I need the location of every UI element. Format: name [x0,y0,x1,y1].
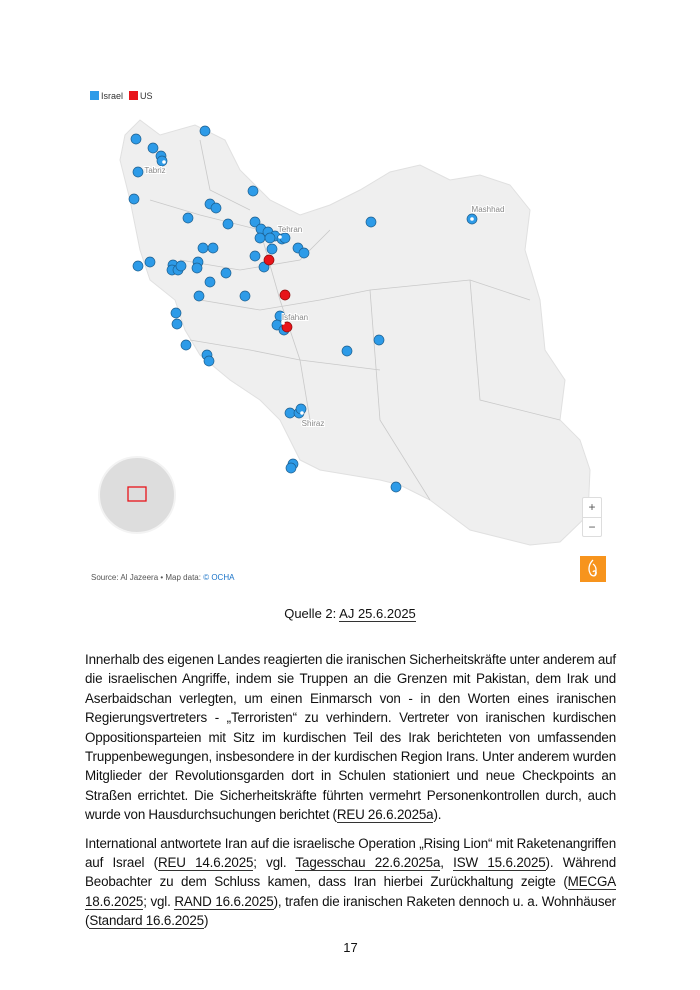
city-label: Shiraz [301,419,325,428]
israel-strike-marker [221,268,231,278]
israel-strike-marker [172,319,182,329]
israel-strike-marker [265,233,275,243]
globe-inset [99,457,175,533]
paragraph-2: International antwortete Iran auf die israelische Operation „Rising Lion“ mit Raketenangriffen auf Israel (REU 14.6.2025; vgl. Tagesschau 22.6.2025a, ISW 15.6.2025). Während Beobachter zu dem Schluss kamen, dass Iran hierbei Zurückhaltung zeigte (MECGA 18.6.2025; vgl. RAND 16.6.2025), trafen die iranischen Raketen dennoch u. a. Wohnhäuser (Standard 16.6.2025) [85,835,617,929]
ref-link[interactable]: REU 26.6.2025a [336,807,434,823]
israel-strike-marker [248,186,258,196]
map-zoom-control [582,497,602,537]
israel-strike-marker [211,203,221,213]
israel-strike-marker [145,257,155,267]
israel-strike-marker [366,217,376,227]
israel-strike-marker [285,408,295,418]
body-text [85,650,616,931]
ref-link[interactable]: Tagesschau 22.6.2025a [295,855,441,871]
israel-strike-marker [131,134,141,144]
ref-link[interactable]: Standard 16.6.2025 [89,913,204,929]
israel-strike-marker [183,213,193,223]
israel-strike-marker [342,346,352,356]
figure-caption: Quelle 2: AJ 25.6.2025 [284,606,416,621]
city-dot [470,217,474,221]
israel-strike-marker [255,233,265,243]
israel-strike-marker [198,243,208,253]
israel-strike-marker [176,261,186,271]
al-jazeera-logo[interactable] [580,556,606,582]
israel-strike-marker [133,261,143,271]
us-strike-marker [264,255,274,265]
israel-strike-marker [240,291,250,301]
ref-link[interactable]: RAND 16.6.2025 [174,893,274,909]
israel-strike-marker [133,167,143,177]
israel-strike-marker [280,233,290,243]
us-strike-marker [280,290,290,300]
israel-strike-marker [286,463,296,473]
israel-strike-marker [129,194,139,204]
iran-country-shape [120,120,590,545]
israel-strike-marker [148,143,158,153]
city-dot [162,160,166,164]
israel-strike-marker [204,356,214,366]
city-label: Tabriz [144,166,166,175]
israel-strike-marker [391,482,401,492]
zoom-out-button[interactable]: − [583,517,601,537]
ref-link[interactable]: ISW 15.6.2025 [453,855,546,871]
map-legend [90,91,153,101]
city-dot [300,411,304,415]
israel-strike-marker [194,291,204,301]
israel-strike-marker [250,251,260,261]
caption-source-link[interactable]: AJ 25.6.2025 [339,606,416,621]
strike-map[interactable] [80,85,620,595]
text-flow [85,650,616,955]
israel-strike-marker [157,156,167,166]
israel-strike-marker [181,340,191,350]
israel-strike-marker [200,126,210,136]
map-source: Source: Al Jazeera • Map data: © OCHA [91,573,235,582]
city-label: Isfahan [281,313,309,322]
ocha-link[interactable]: © OCHA [203,573,235,582]
legend-us: US [129,91,153,101]
ref-link[interactable]: MECGA 18.6.2025 [85,874,616,909]
ref-link[interactable]: REU 14.6.2025 [157,855,254,871]
zoom-in-button[interactable]: + [588,500,596,514]
city-dot [278,235,282,239]
paragraph-1: Innerhalb des eigenen Landes reagierten die iranischen Sicherheitskräfte unter anderem auf die israelischen Angriffe, indem sie Truppen an die Grenzen mit Pakistan, dem Irak und Aserbaidschan verlegten, um einen Einmarsch von - in den Worten eines iranischen Regierungsvertreters - „Terroristen“ zu verhindern. Vertreter von iranischen kurdischen Oppositionsparteien mit Sitz im kurdischen Teil des Irak berichteten von umfassenden Truppenbewegungen, insbesondere in der kurdischen Region Irans. Unter anderem wurden Mitglieder der Revolutionsgarden dort in Schulen stationiert und neue Checkpoints an Straßen errichtet. Die Sicherheitskräfte führten vermehrt Personenkontrollen durch, auch wurde von Hausdurchsuchungen berichtet (REU 26.6.2025a). [85,652,616,823]
page-number: 17 [343,939,358,955]
israel-strike-marker [171,308,181,318]
city-label: Mashhad [471,205,505,214]
israel-strike-marker [299,248,309,258]
israel-strike-marker [267,244,277,254]
legend-israel: Israel [90,91,123,101]
city-label: Tehran [277,225,303,234]
israel-strike-marker [192,263,202,273]
israel-strike-marker [374,335,384,345]
israel-strike-marker [223,219,233,229]
israel-strike-marker [208,243,218,253]
israel-strike-marker [205,277,215,287]
